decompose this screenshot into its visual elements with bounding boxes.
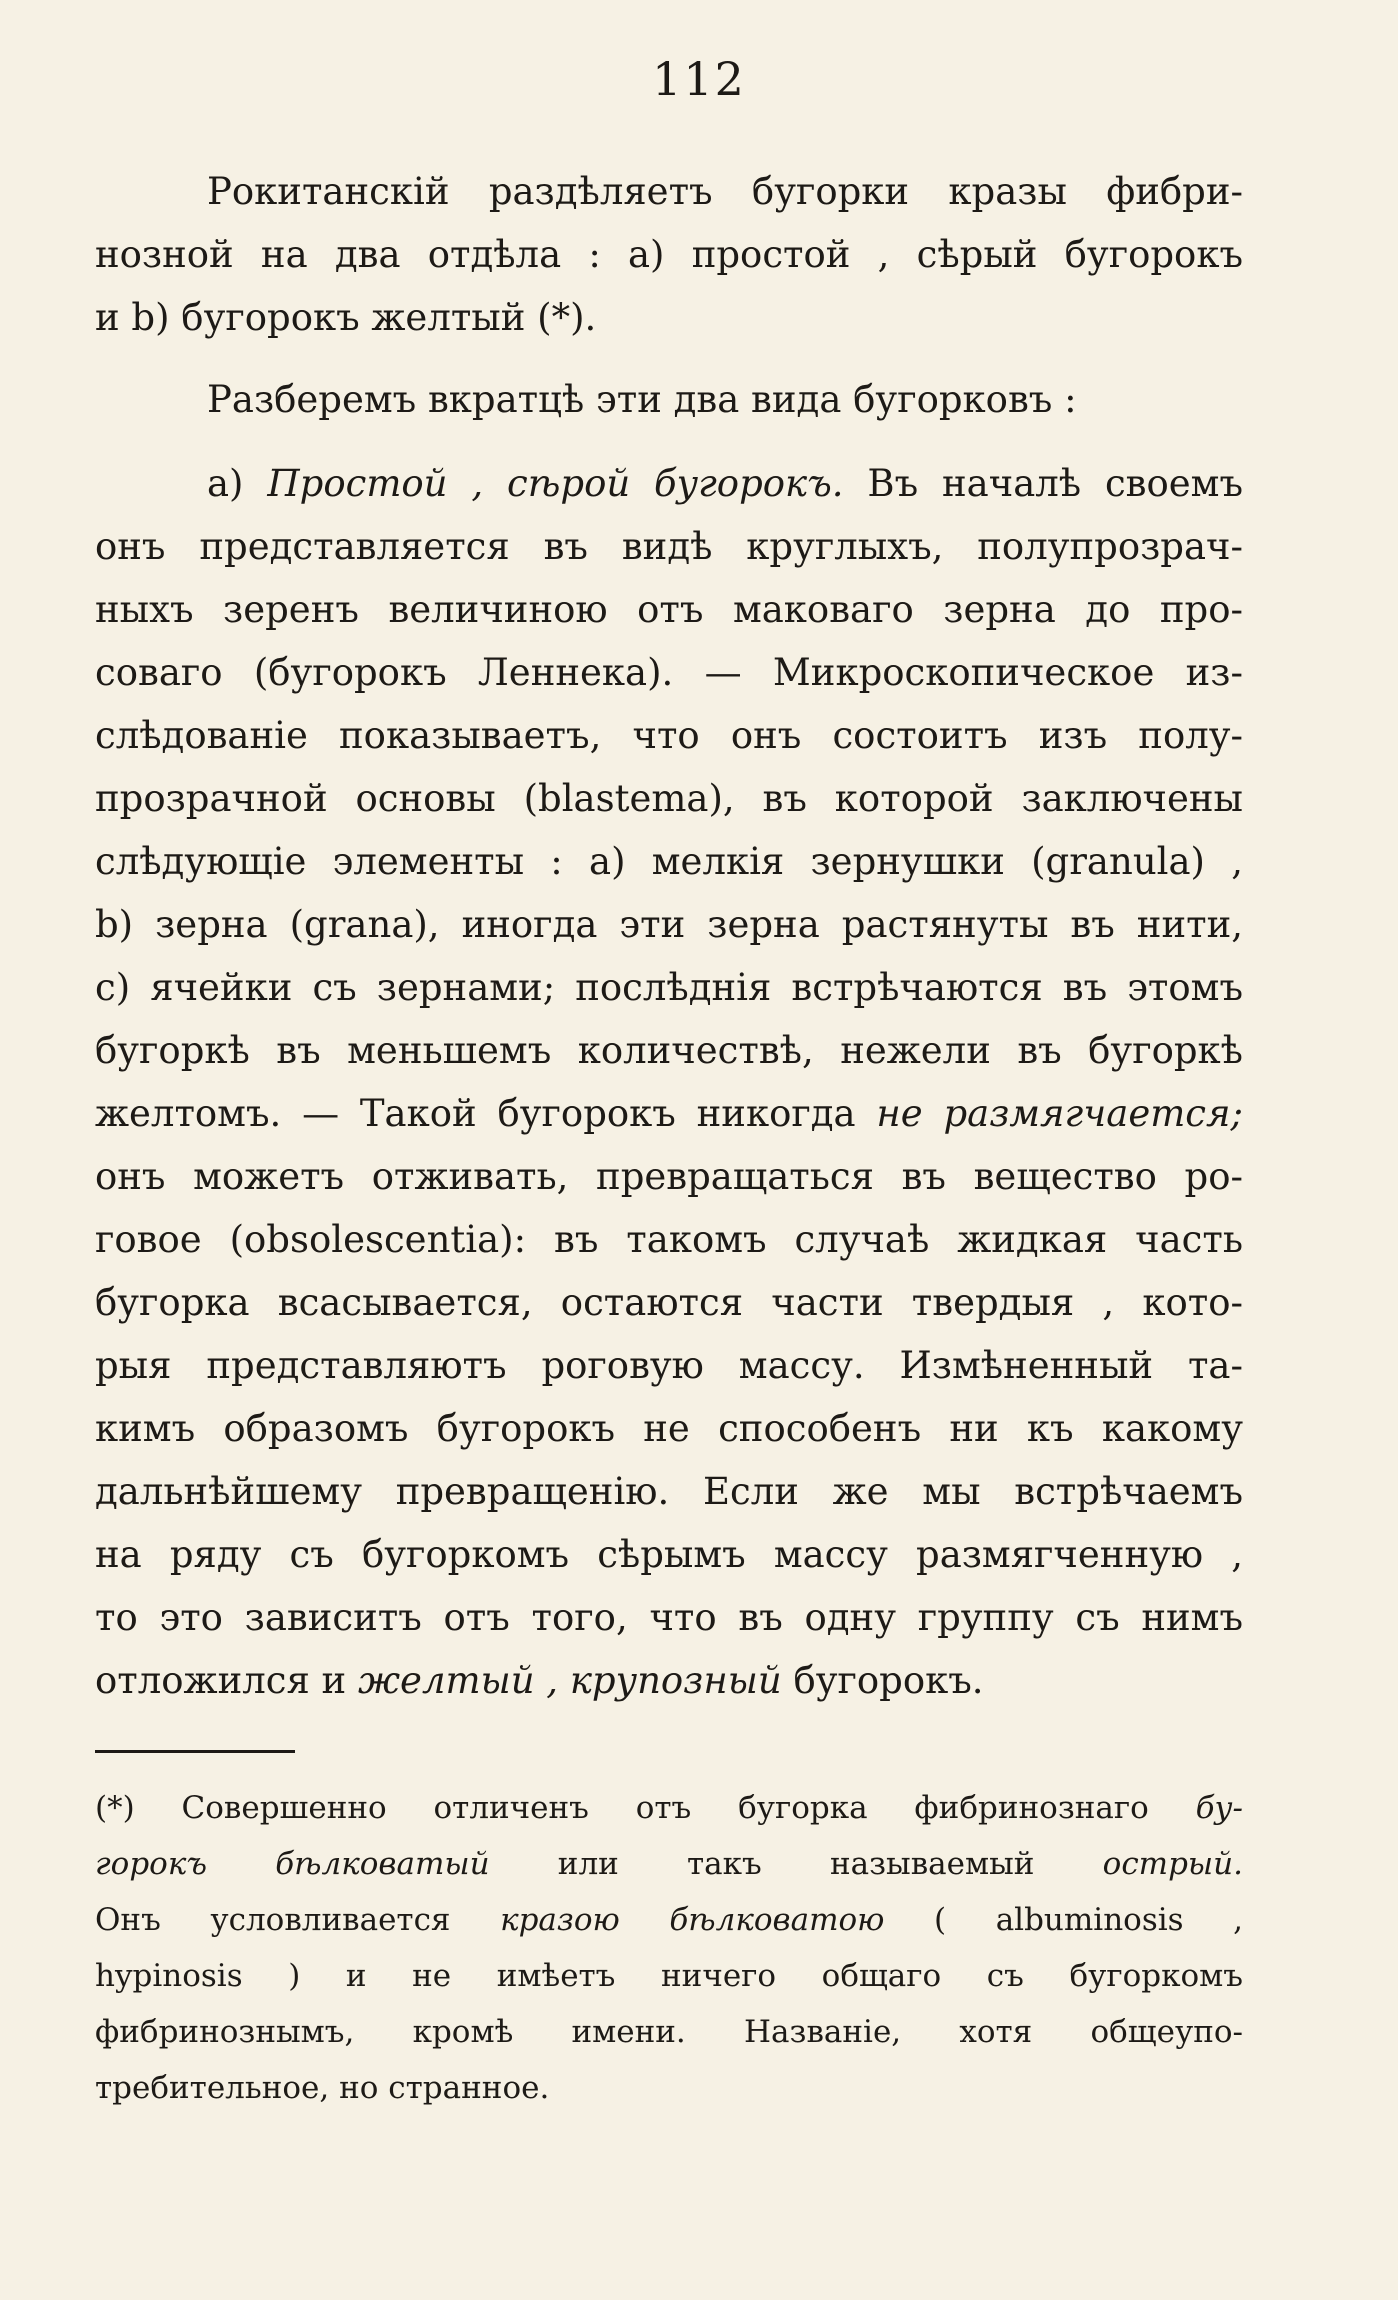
- text-span: бугорокъ.: [781, 1659, 984, 1702]
- text-span: Разберемъ вкратцѣ эти два вида бугорковъ :: [207, 378, 1077, 421]
- text-span: то это зависитъ отъ того, что въ одну группу съ нимъ: [95, 1596, 1243, 1639]
- text-line: [95, 1649, 1243, 1713]
- footnote-line: [95, 2006, 1243, 2058]
- text-line: [95, 1334, 1243, 1398]
- text-line: [95, 830, 1243, 894]
- text-line: [95, 578, 1243, 642]
- footnote-line: [95, 2062, 1243, 2114]
- text-line: [95, 641, 1243, 705]
- text-span: онъ представляется въ видѣ круглыхъ, полупрозрач-: [95, 525, 1243, 568]
- text-line: [95, 704, 1243, 768]
- text-span: b) зерна (grana), иногда эти зерна растянуты въ нити,: [95, 903, 1243, 946]
- text-span: Онъ условливается: [95, 1902, 501, 1938]
- text-span: онъ можетъ отживать, превращаться въ вещество ро-: [95, 1155, 1243, 1198]
- text-span: слѣдующіе элементы : а) мелкія зернушки (granula) ,: [95, 840, 1243, 883]
- text-span: ( albuminosis ,: [884, 1902, 1243, 1938]
- italic-span: желтый , крупозный: [357, 1659, 782, 1702]
- text-span: (*) Совершенно отличенъ отъ бугорка фибринознаго: [95, 1790, 1196, 1826]
- footnote-line: [95, 1838, 1243, 1890]
- text-line: [95, 767, 1243, 831]
- text-span: или такъ называемый: [489, 1846, 1103, 1882]
- text-line: [95, 1523, 1243, 1587]
- text-span: c) ячейки съ зернами; послѣднія встрѣчаются въ этомъ: [95, 966, 1243, 1009]
- text-span: Въ началѣ своемъ: [843, 462, 1243, 505]
- italic-span: горокъ бѣлковатый: [95, 1846, 490, 1882]
- italic-span: острый.: [1102, 1846, 1243, 1882]
- text-line: [95, 1271, 1243, 1335]
- text-span: ныхъ зеренъ величиною отъ маковаго зерна до про-: [95, 588, 1243, 631]
- text-line: [207, 368, 1243, 432]
- text-line: [207, 452, 1243, 516]
- text-span: отложился и: [95, 1659, 358, 1702]
- text-line: [207, 160, 1243, 224]
- italic-span: не размягчается;: [876, 1092, 1243, 1135]
- text-span: бугоркѣ въ меньшемъ количествѣ, нежели въ бугоркѣ: [95, 1029, 1243, 1072]
- text-span: и b) бугорокъ желтый (*).: [95, 296, 597, 339]
- text-line: [95, 1019, 1243, 1083]
- text-span: слѣдованіе показываетъ, что онъ состоитъ изъ полу-: [95, 714, 1243, 757]
- text-line: [95, 1460, 1243, 1524]
- footnote-divider: [95, 1750, 295, 1753]
- italic-span: кразою бѣлковатою: [500, 1902, 885, 1938]
- text-line: [95, 956, 1243, 1020]
- text-span: а): [207, 462, 268, 505]
- text-span: желтомъ. — Такой бугорокъ никогда: [95, 1092, 877, 1135]
- text-line: [95, 1208, 1243, 1272]
- text-span: hypinosis ) и не имѣетъ ничего общаго съ бугоркомъ: [95, 1958, 1243, 1994]
- text-line: [95, 286, 1243, 350]
- italic-span: Простой , сѣрой бугорокъ.: [267, 462, 844, 505]
- text-span: кимъ образомъ бугорокъ не способенъ ни къ какому: [95, 1407, 1243, 1450]
- text-span: прозрачной основы (blastema), въ которой заключены: [95, 777, 1243, 820]
- text-line: [95, 515, 1243, 579]
- text-span: рыя представляютъ роговую массу. Измѣненный та-: [95, 1344, 1243, 1387]
- text-line: [95, 893, 1243, 957]
- footnote-line: [95, 1894, 1243, 1946]
- text-span: говое (obsolescentia): въ такомъ случаѣ жидкая часть: [95, 1218, 1243, 1261]
- text-line: [95, 1586, 1243, 1650]
- footnote-line: [95, 1950, 1243, 2002]
- text-span: требительное, но странное.: [95, 2070, 550, 2106]
- text-line: [95, 1397, 1243, 1461]
- page-number: 112: [652, 52, 746, 106]
- text-span: на ряду съ бугоркомъ сѣрымъ массу размягченную ,: [95, 1533, 1243, 1576]
- text-line: [95, 223, 1243, 287]
- italic-span: бу-: [1195, 1790, 1243, 1826]
- text-line: [95, 1145, 1243, 1209]
- text-span: фибринознымъ, кромѣ имени. Названіе, хотя общеупо-: [95, 2014, 1243, 2050]
- footnote-line: [95, 1782, 1243, 1834]
- text-span: бугорка всасывается, остаются части твердыя , кото-: [95, 1281, 1243, 1324]
- text-span: соваго (бугорокъ Леннека). — Микроскопическое из-: [95, 651, 1243, 694]
- text-span: Рокитанскій раздѣляетъ бугорки кразы фибри-: [207, 170, 1243, 213]
- text-span: дальнѣйшему превращенію. Если же мы встрѣчаемъ: [95, 1470, 1243, 1513]
- text-span: нозной на два отдѣла : а) простой , сѣрый бугорокъ: [95, 233, 1243, 276]
- text-line: [95, 1082, 1243, 1146]
